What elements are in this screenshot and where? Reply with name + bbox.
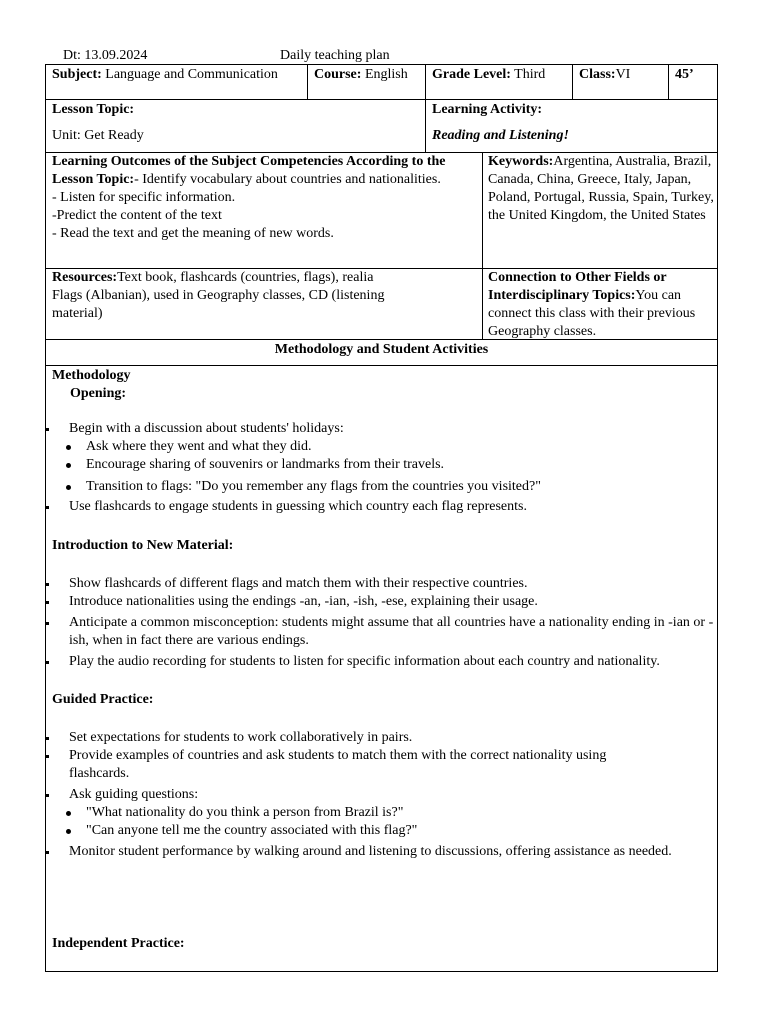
outcomes-label: Learning Outcomes of the Subject Competencies According to the Lesson Topic:	[52, 154, 446, 187]
list-item: Provide examples of countries and ask students to match them with the correct nationality using flashcards.	[69, 747, 669, 783]
learning-outcomes	[52, 153, 477, 243]
class-label: Class:	[579, 67, 616, 82]
grade-value: Third	[510, 67, 546, 82]
list-item: Ask where they went and what they did.	[86, 439, 312, 454]
outcome-line: - Read the text and get the meaning of new words.	[52, 226, 334, 241]
class-cell	[579, 66, 630, 84]
list-item: Play the audio recording for students to listen for specific information about each country and nationality.	[69, 654, 660, 669]
learning-activity-value: Reading and Listening!	[432, 128, 569, 143]
interdisciplinary-connection	[488, 269, 716, 341]
list-item: Transition to flags: "Do you remember any flags from the countries you visited?"	[86, 479, 541, 494]
intro-title: Introduction to New Material:	[52, 538, 234, 553]
resources-value: Text book, flashcards (countries, flags), realia Flags (Albanian), used in Geography classes, CD (listening material)	[52, 270, 385, 321]
independent-title: Independent Practice:	[52, 936, 185, 951]
list-item: "What nationality do you think a person from Brazil is?"	[86, 805, 404, 820]
keywords	[488, 153, 716, 225]
lesson-topic-label: Lesson Topic:	[52, 102, 135, 117]
connection-value: You can connect this class with their previous Geography classes.	[488, 288, 696, 339]
opening-title: Opening:	[70, 386, 127, 401]
list-item: Anticipate a common misconception: students might assume that all countries have a nationality ending in -ian or -ish, when in fact there are various endings.	[69, 615, 714, 648]
list-item: Ask guiding questions:	[69, 787, 199, 802]
guided-title: Guided Practice:	[52, 692, 154, 707]
list-item: Use flashcards to engage students in guessing which country each flag represents.	[69, 499, 527, 514]
grade-cell	[432, 66, 545, 84]
col-divider-keywords	[482, 152, 483, 339]
duration-value: 45’	[675, 67, 694, 82]
resources	[52, 269, 407, 323]
course-label: Course:	[314, 67, 362, 82]
row5-divider	[45, 365, 718, 366]
subject-value: Language and Communication	[101, 67, 278, 82]
methodology-header: Methodology and Student Activities	[274, 342, 489, 357]
outcome-line: - Identify vocabulary about countries and nationalities.	[134, 172, 441, 187]
keywords-value: Argentina, Australia, Brazil, Canada, China, Greece, Italy, Japan, Poland, Portugal, Russia, Spain, Turkey, the United Kingdom, the United States	[488, 154, 714, 223]
methodology-title: Methodology	[52, 368, 131, 383]
outcome-line: - Listen for specific information.	[52, 190, 236, 205]
list-item: Introduce nationalities using the endings -an, -ian, -ish, -ese, explaining their usage.	[69, 594, 538, 609]
grade-label: Grade Level:	[432, 67, 511, 82]
course-value: English	[361, 67, 408, 82]
list-item: Encourage sharing of souvenirs or landmarks from their travels.	[86, 457, 445, 472]
class-value: VI	[615, 67, 631, 82]
learning-activity-label: Learning Activity:	[432, 102, 543, 117]
keywords-label: Keywords:	[488, 154, 554, 169]
col-divider-duration	[668, 64, 669, 99]
list-item: "Can anyone tell me the country associated with this flag?"	[86, 823, 418, 838]
list-item: Set expectations for students to work collaboratively in pairs.	[69, 730, 413, 745]
list-item: Show flashcards of different flags and match them with their respective countries.	[69, 576, 528, 591]
resources-label: Resources:	[52, 270, 118, 285]
col-divider-class	[572, 64, 573, 99]
list-item: Monitor student performance by walking around and listening to discussions, offering assistance as needed.	[69, 843, 709, 861]
outcome-line: -Predict the content of the text	[52, 208, 222, 223]
connection-label: Connection to Other Fields or Interdisciplinary Topics:	[488, 270, 667, 303]
subject-label: Subject:	[52, 67, 102, 82]
row1-divider	[45, 99, 718, 100]
unit-value: Unit: Get Ready	[52, 128, 144, 143]
course-cell	[314, 66, 408, 84]
plan-date: Dt: 13.09.2024	[63, 48, 148, 63]
subject-cell	[52, 66, 278, 84]
list-item: Begin with a discussion about students' holidays:	[69, 421, 344, 436]
plan-title: Daily teaching plan	[280, 48, 390, 63]
col-divider-course	[307, 64, 308, 99]
col-divider-grade	[425, 64, 426, 152]
